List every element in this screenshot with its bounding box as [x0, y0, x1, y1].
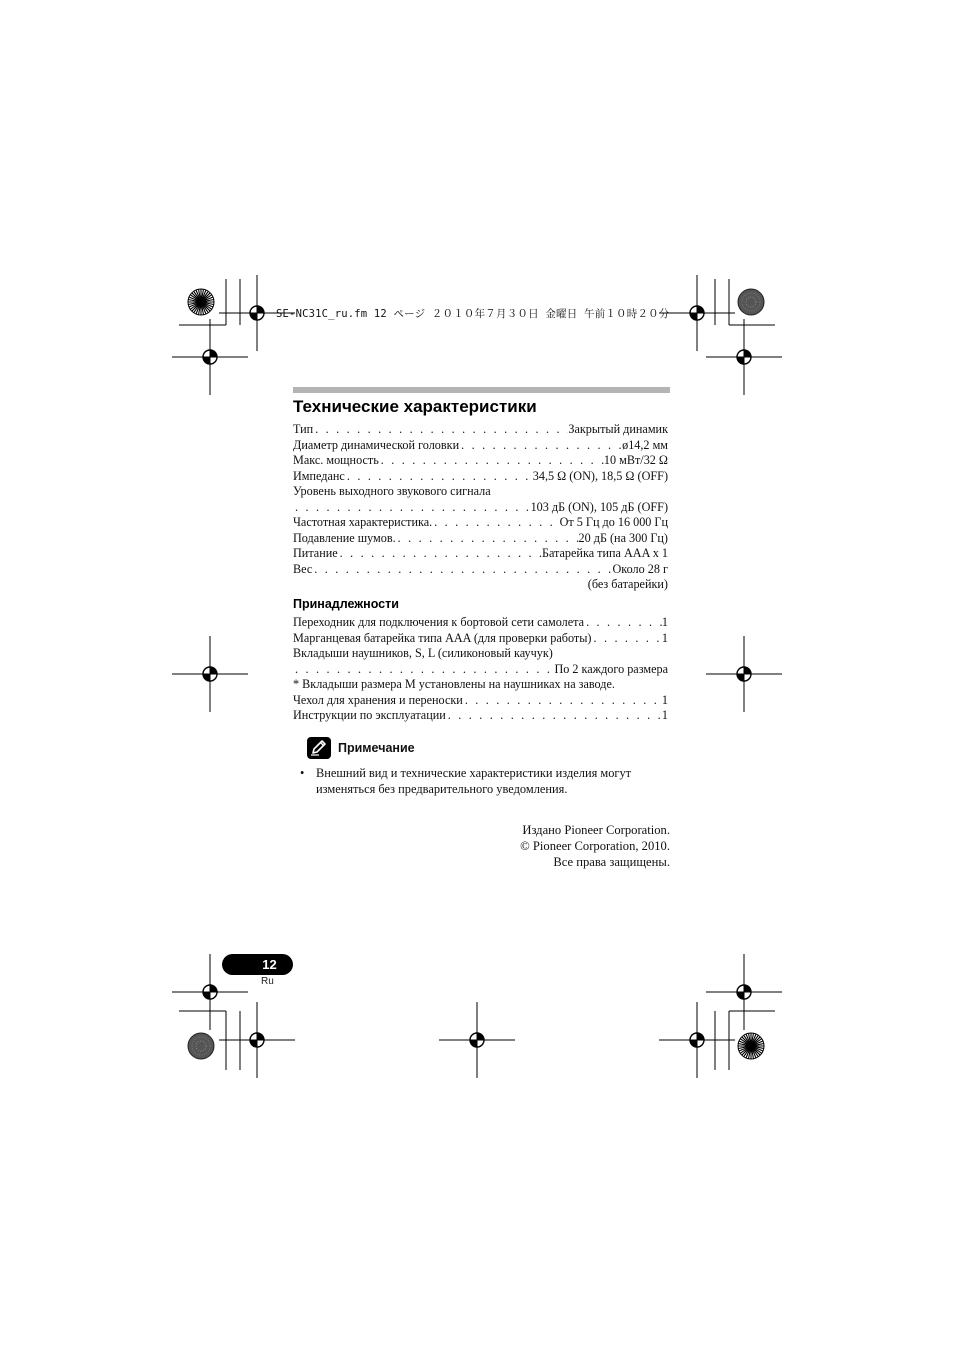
specs-list	[293, 422, 668, 593]
accessory-row: Марганцевая батарейка типа AAA (для проверки работы) . . . 1	[293, 631, 668, 647]
spec-row: Частотная характеристика. . . . От 5 Гц до 16 000 Гц	[293, 515, 668, 531]
page-number: 12	[262, 957, 277, 972]
accessory-earpieces-label: Вкладыши наушников, S, L (силиконовый каучук)	[293, 646, 553, 660]
accessory-earpieces-note: * Вкладыши размера M установлены на наушниках на заводе.	[293, 677, 615, 691]
section-title-bar	[293, 387, 670, 393]
publisher-block	[470, 822, 670, 870]
accessory-row: Чехол для хранения и переноски . . . 1	[293, 693, 668, 709]
accessories-title: Принадлежности	[293, 597, 399, 611]
accessory-row: Инструкции по эксплуатации . . . 1	[293, 708, 668, 724]
accessories-list	[293, 615, 668, 724]
spec-row: . . . 103 дБ (ON), 105 дБ (OFF)	[293, 500, 668, 516]
note-body	[300, 765, 672, 797]
accessory-row: . . . По 2 каждого размера	[293, 662, 668, 678]
spec-row: Вес . . . Около 28 г	[293, 562, 668, 578]
spec-row: Питание . . . Батарейка типа AAA x 1	[293, 546, 668, 562]
specs-title: Технические характеристики	[293, 397, 537, 416]
page-number-badge	[222, 954, 293, 975]
spec-output-label: Уровень выходного звукового сигнала	[293, 484, 491, 498]
file-header: SE-NC31C_ru.fm 12 ページ ２０１０年７月３０日 金曜日 午前１０時２０分	[276, 308, 670, 320]
note-title: Примечание	[338, 741, 415, 755]
accessory-row: Переходник для подключения к бортовой сети самолета . . . 1	[293, 615, 668, 631]
page-language: Ru	[261, 976, 274, 987]
spec-weight-note: (без батарейки)	[587, 577, 668, 591]
spec-row: Макс. мощность . . . 10 мВт/32 Ω	[293, 453, 668, 469]
rights-line: Все права защищены.	[553, 855, 670, 869]
pencil-note-icon	[307, 737, 331, 759]
spec-row: Тип . . . Закрытый динамик	[293, 422, 668, 438]
spec-row: Подавление шумов. . . . 20 дБ (на 300 Гц)	[293, 531, 668, 547]
publisher-line: Издано Pioneer Corporation.	[522, 823, 670, 837]
note-text: Внешний вид и технические характеристики изделия могут изменяться без предварительного уведомления.	[316, 766, 632, 796]
copyright-line: © Pioneer Corporation, 2010.	[520, 839, 670, 853]
spec-row: Импеданс . . . 34,5 Ω (ON), 18,5 Ω (OFF)	[293, 469, 668, 485]
bullet-icon: •	[300, 766, 305, 780]
spec-row: Диаметр динамической головки . . . ø14,2 мм	[293, 438, 668, 454]
